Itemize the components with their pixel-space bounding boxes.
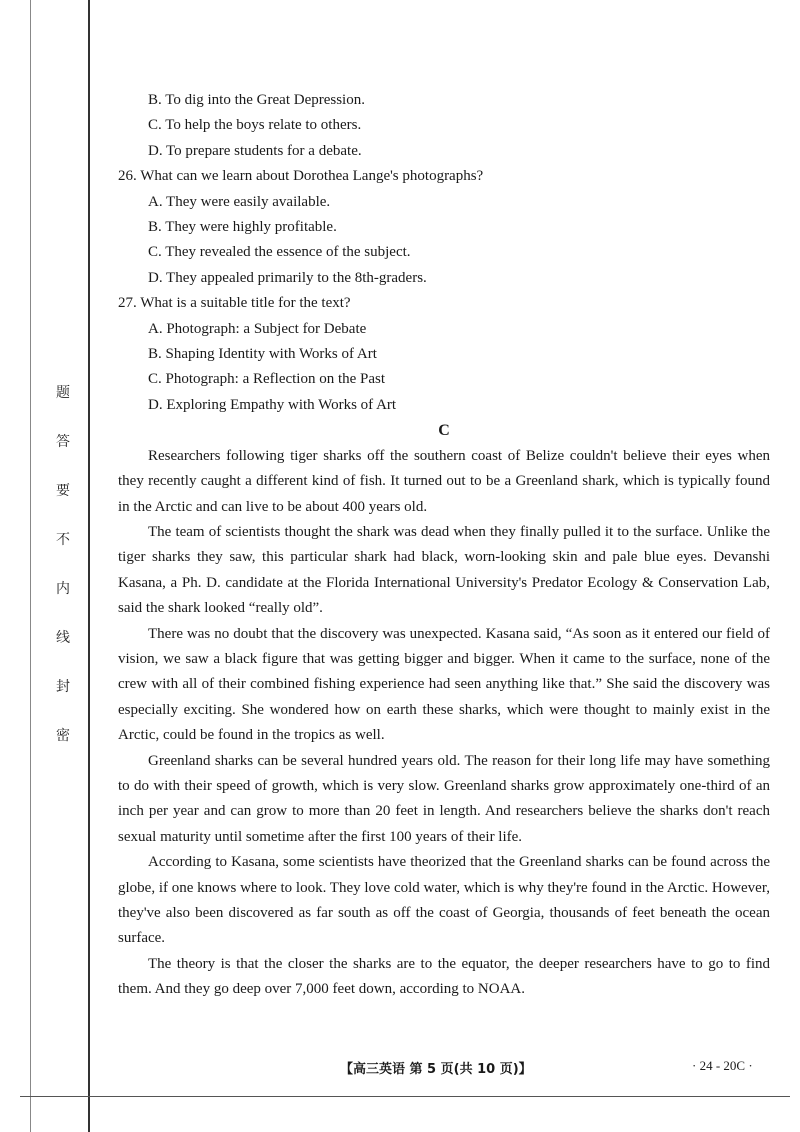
margin-char: 答: [56, 434, 70, 450]
answer-option: B. Shaping Identity with Works of Art: [148, 346, 377, 363]
margin-char: 要: [56, 483, 70, 499]
answer-option: B. They were highly profitable.: [148, 219, 337, 236]
answer-option: C. Photograph: a Reflection on the Past: [148, 371, 386, 388]
margin-char: 封: [56, 679, 70, 695]
answer-option: A. Photograph: a Subject for Debate: [148, 320, 367, 337]
question-stem: 26. What can we learn about Dorothea Lange's photographs?: [118, 168, 484, 185]
margin-char: 线: [56, 630, 70, 646]
margin-char: 密: [56, 728, 70, 744]
passage-paragraph: Greenland sharks can be several hundred years old. The reason for their long life may have something to do with their speed of growth, which is very slow. Greenland sharks grow approximately one-third of an inch per year and can grow to more than 20 feet in length. And researchers believe the sharks don't reach sexual maturity until sometime after the first 100 years of their life.: [118, 752, 770, 845]
passage-paragraph: There was no doubt that the discovery was unexpected. Kasana said, “As soon as it entered our field of vision, we saw a black figure that was getting bigger and bigger. When it came to the surface, none of the crew with all of their combined fishing experience had seen anything like that.” She said the discovery was especially exciting. She wondered how on earth these sharks, which were thought to mainly exist in the Arctic, could be found in the tropics as well.: [118, 625, 770, 744]
seal-line-notice: [56, 382, 78, 774]
passage-paragraph: The team of scientists thought the shark was dead when they finally pulled it to the surface. Unlike the tiger sharks they saw, this particular shark had black, worn-looking skin and pale blue eyes. Devanshi Kasana, a Ph. D. candidate at the Florida International University's Predator Ecology & Conservation Lab, said the shark looked “really old”.: [118, 523, 770, 617]
margin-char: 不: [56, 532, 70, 548]
section-heading: C: [438, 422, 450, 440]
passage-paragraph: According to Kasana, some scientists have theorized that the Greenland sharks can be found across the globe, if one knows where to look. They love cold water, which is why they're found in the Arctic. However, they've also been discovered as far south as off the coast of Georgia, thousands of feet beneath the ocean surface.: [118, 854, 770, 947]
exam-code: · 24 - 20C ·: [692, 1058, 753, 1073]
margin-char: 题: [56, 385, 70, 401]
answer-option: D. To prepare students for a debate.: [148, 142, 362, 159]
binding-guide-line: [30, 0, 31, 1132]
page-number-label: 【高三英语 第 5 页(共 10 页)】: [340, 1062, 532, 1077]
answer-option: D. They appealed primarily to the 8th-graders.: [148, 269, 427, 286]
answer-option: B. To dig into the Great Depression.: [148, 92, 365, 108]
answer-option: C. To help the boys relate to others.: [148, 117, 362, 134]
binding-line: [88, 0, 90, 1132]
question-stem: 27. What is a suitable title for the text?: [118, 295, 351, 312]
footer-divider: [20, 1096, 790, 1097]
answer-option: D. Exploring Empathy with Works of Art: [148, 396, 397, 413]
answer-option: A. They were easily available.: [148, 193, 331, 210]
page-content: [118, 88, 770, 1003]
margin-char: 内: [56, 581, 70, 597]
answer-option: C. They revealed the essence of the subject.: [148, 244, 411, 261]
passage-paragraph: Researchers following tiger sharks off the southern coast of Belize couldn't believe their eyes when they recently caught a different kind of fish. It turned out to be a Greenland shark, which is typically found in the Arctic and can live to be about 400 years old.: [118, 447, 770, 515]
passage-paragraph: The theory is that the closer the sharks are to the equator, the deeper researchers have to go to find them. And they go deep over 7,000 feet down, according to NOAA.: [118, 955, 770, 998]
